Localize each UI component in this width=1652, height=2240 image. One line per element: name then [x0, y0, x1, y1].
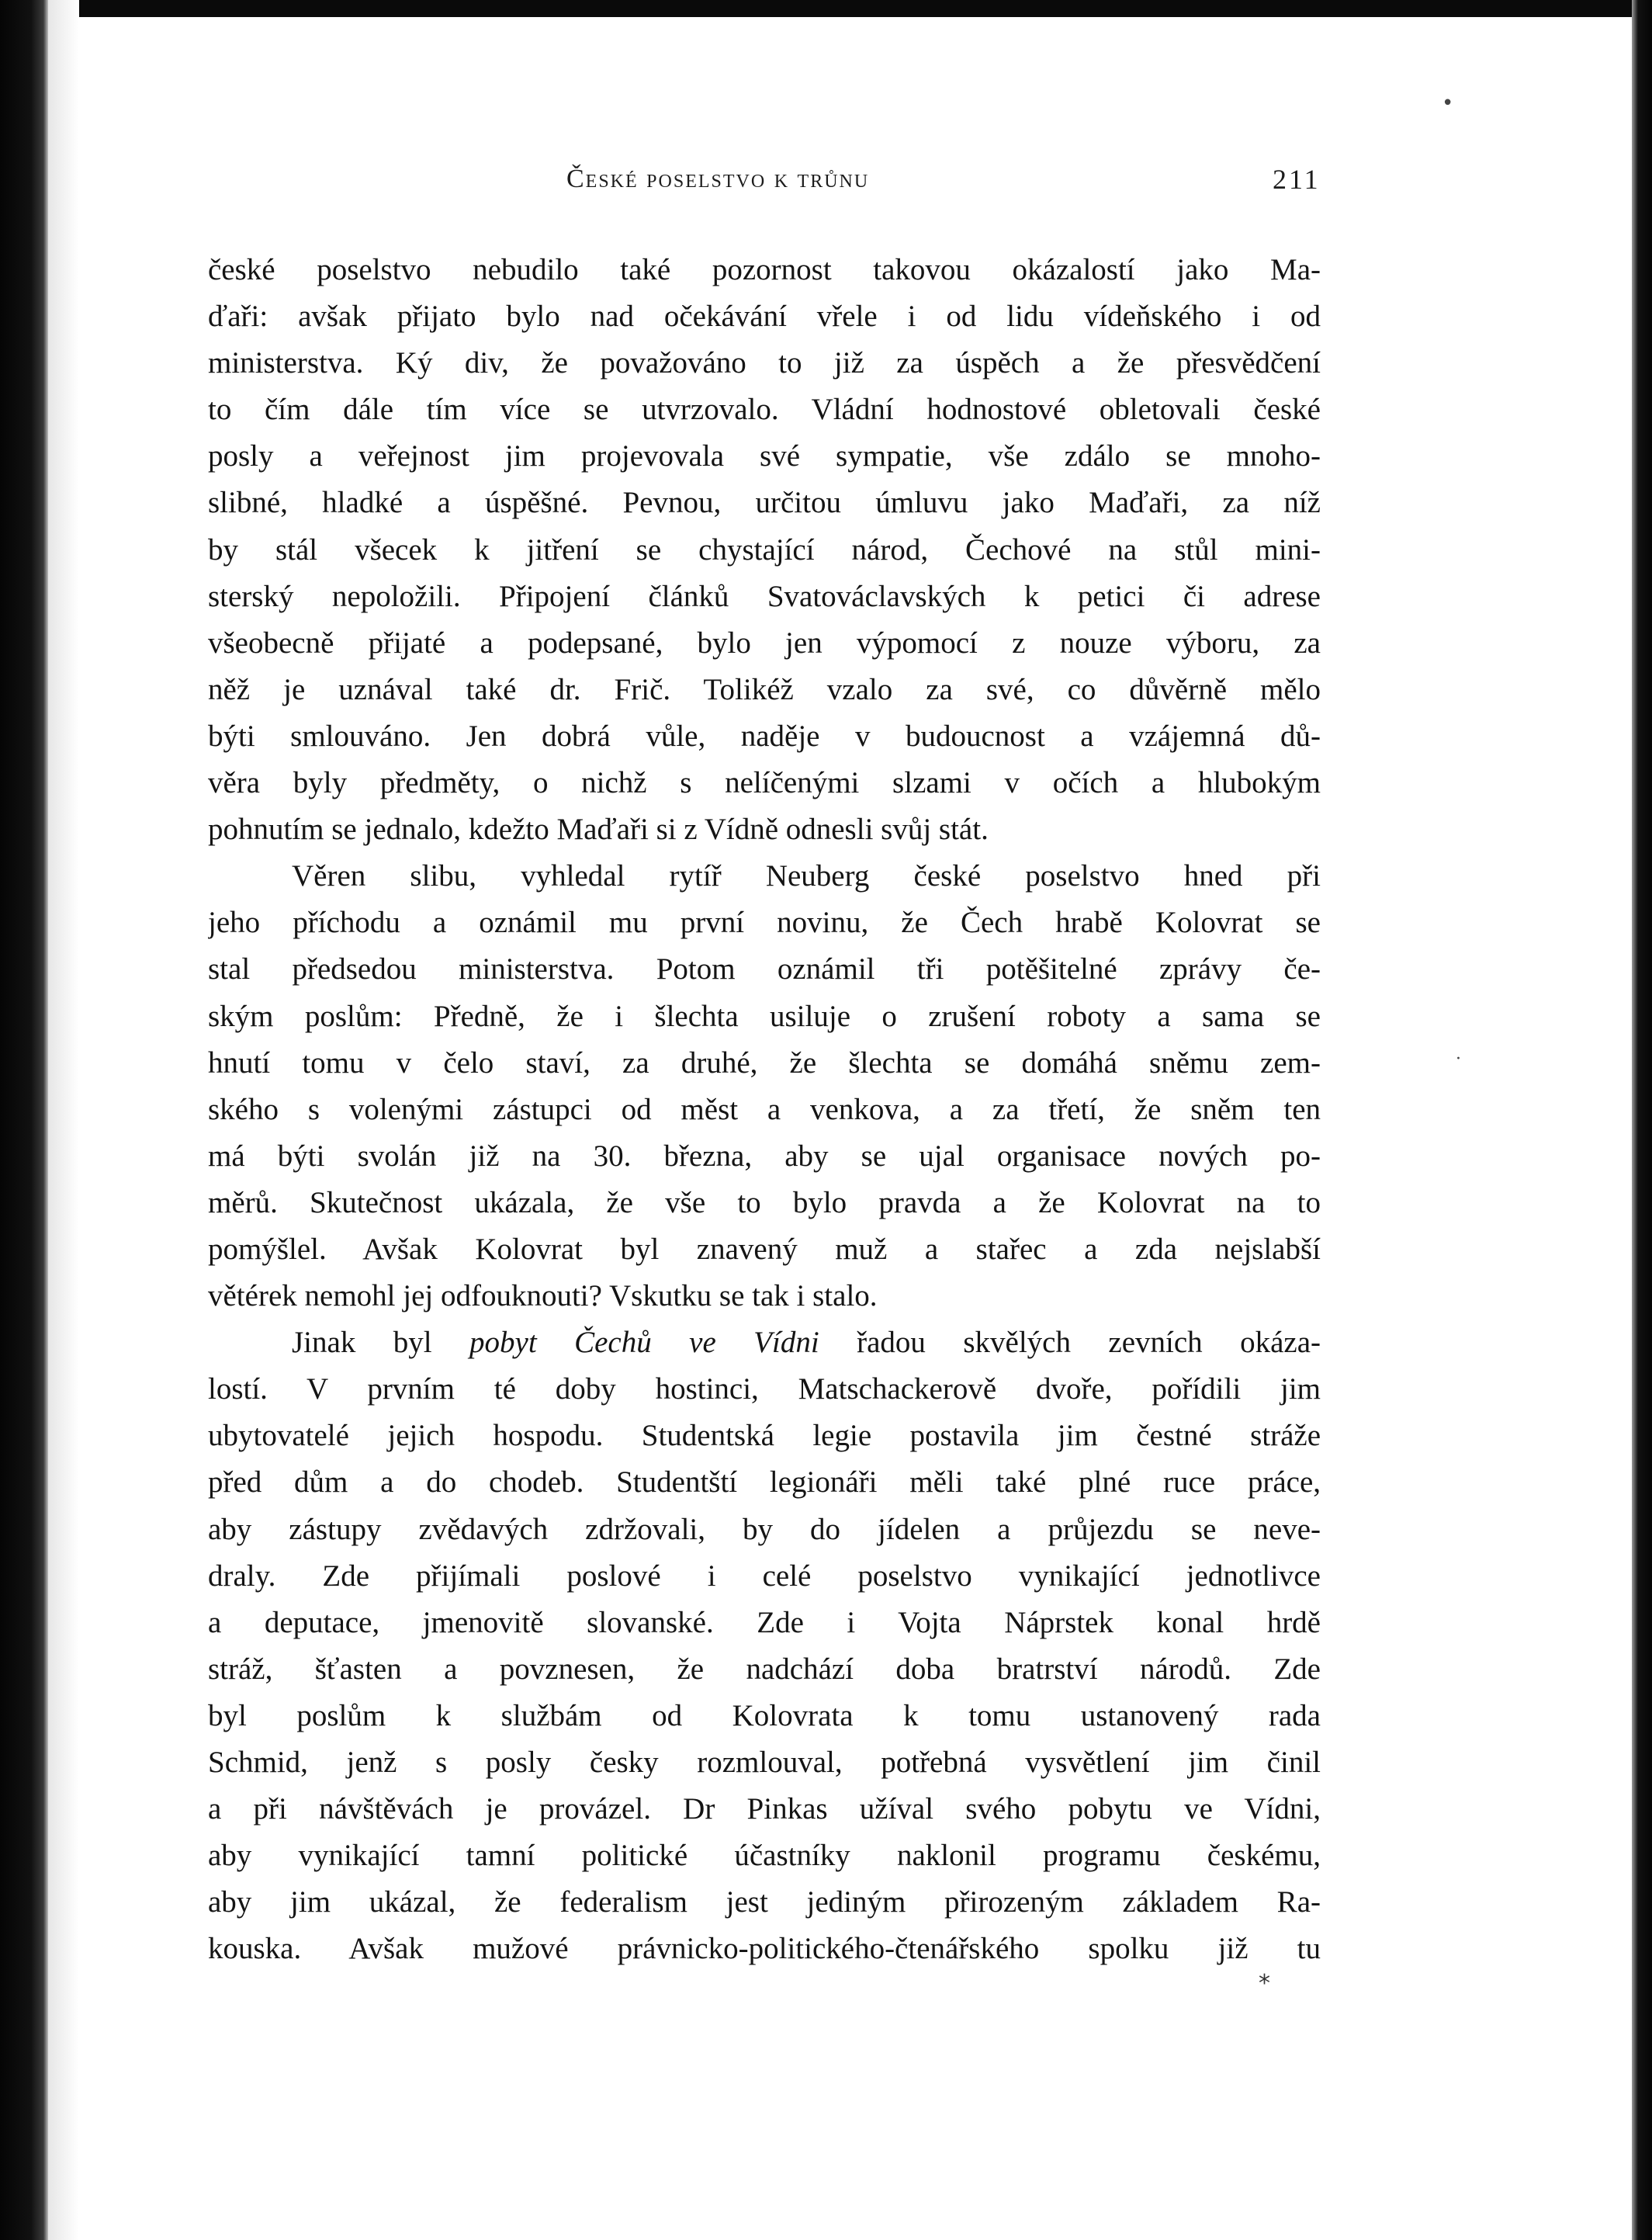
text-line: věra byly předměty, o nichž s nelíčenými slzami v očích a hlubokým — [208, 766, 1321, 800]
text-line — [208, 1319, 1321, 1366]
text-line: české poselstvo nebudilo také pozornost takovou okázalostí jako Ma- — [208, 253, 1321, 286]
text-line: býti smlouváno. Jen dobrá vůle, naděje v budoucnost a vzájemná dů- — [208, 719, 1321, 753]
text-line: to čím dále tím více se utvrzovalo. Vládní hodnostové obletovali české — [208, 393, 1321, 427]
running-head: České poselstvo k trůnu — [566, 165, 870, 193]
text-line: ubytovatelé jejich hospodu. Studentská legie postavila jim čestné stráže — [208, 1419, 1321, 1453]
text-run: Jinak byl — [292, 1326, 470, 1360]
text-line: Věren slibu, vyhledal rytíř Neuberg české poselstvo hned při — [292, 859, 1321, 893]
body-text — [208, 247, 1321, 1972]
italic-text-run: pobyt Čechů ve Vídni — [469, 1326, 819, 1360]
text-line: něž je uznával také dr. Frič. Tolikéž vzalo za své, co důvěrně mělo — [208, 672, 1321, 706]
text-line: sterský nepoložili. Připojení článků Svatováclavských k petici či adrese — [208, 579, 1321, 613]
text-line: pohnutím se jednalo, kdežto Maďaři si z Vídně odnesli svůj stát. — [208, 813, 989, 847]
text-line: aby zástupy zvědavých zdržovali, by do jídelen a průjezdu se neve- — [208, 1512, 1321, 1546]
text-line: stal předsedou ministerstva. Potom oznámil tři potěšitelné zprávy če- — [208, 952, 1321, 987]
text-line: ďaři: avšak přijato bylo nad očekávání vřele i od lidu vídeňského i od — [208, 300, 1321, 334]
text-line: slibné, hladké a úspěšné. Pevnou, určitou úmluvu jako Maďaři, za níž — [208, 486, 1321, 520]
scan-speck: · — [1456, 1049, 1461, 1069]
text-line: všeobecně přijaté a podepsané, bylo jen výpomocí z nouze výboru, za — [208, 626, 1321, 660]
text-line: jeho příchodu a oznámil mu první novinu, že Čech hrabě Kolovrat se — [208, 906, 1321, 940]
scan-speck: • — [1442, 92, 1454, 115]
text-line: pomýšlel. Avšak Kolovrat byl znavený muž a stařec a zda nejslabší — [208, 1232, 1321, 1266]
text-line: Schmid, jenž s posly česky rozmlouval, potřebná vysvětlení jim činil — [208, 1746, 1321, 1779]
text-line: draly. Zde přijímali poslové i celé poselstvo vynikající jednotlivce — [208, 1559, 1321, 1593]
scanner-edge-right — [1632, 0, 1652, 2240]
text-line: má býti svolán již na 30. března, aby se ujal organisace nových po- — [208, 1139, 1321, 1173]
text-line: větérek nemohl jej odfouknouti? Vskutku se tak i stalo. — [208, 1279, 878, 1313]
text-line: by stál všecek k jitření se chystající národ, Čechové na stůl mini- — [208, 532, 1321, 567]
text-line: aby vynikající tamní politické účastníky naklonil programu českému, — [208, 1839, 1321, 1873]
text-line: byl poslům k službám od Kolovrata k tomu ustanovený rada — [208, 1698, 1321, 1732]
signature-mark: * — [1259, 1970, 1270, 1997]
text-line: stráž, šťasten a povznesen, že nadchází doba bratrství národů. Zde — [208, 1652, 1321, 1686]
text-line: před dům a do chodeb. Studentští legionáři měli také plné ruce práce, — [208, 1465, 1321, 1500]
page-gutter-shadow — [48, 0, 79, 2240]
text-line: kouska. Avšak mužové právnicko-politického-čtenářského spolku již tu — [208, 1932, 1321, 1966]
text-line: posly a veřejnost jim projevovala své sympatie, vše zdálo se mnoho- — [208, 439, 1321, 473]
text-run: řadou skvělých zevních okáza- — [819, 1326, 1321, 1360]
text-line: a při návštěvách je provázel. Dr Pinkas užíval svého pobytu ve Vídni, — [208, 1792, 1321, 1826]
text-line: měrů. Skutečnost ukázala, že vše to bylo pravda a že Kolovrat na to — [208, 1185, 1321, 1219]
text-line: hnutí tomu v čelo staví, za druhé, že šlechta se domáhá sněmu zem- — [208, 1045, 1321, 1080]
text-line: aby jim ukázal, že federalism jest jediným přirozeným základem Ra- — [208, 1885, 1321, 1919]
text-line: a deputace, jmenovitě slovanské. Zde i Vojta Náprstek konal hrdě — [208, 1605, 1321, 1639]
page-number: 211 — [1273, 164, 1321, 195]
scanner-edge-top — [0, 0, 1652, 17]
text-line: lostí. V prvním té doby hostinci, Matschackerově dvoře, pořídili jim — [208, 1372, 1321, 1406]
text-line: ského s volenými zástupci od měst a venkova, a za třetí, že sněm ten — [208, 1092, 1321, 1126]
text-line: ským poslům: Předně, že i šlechta usiluje o zrušení roboty a sama se — [208, 999, 1321, 1033]
text-line: ministerstva. Ký div, že považováno to již za úspěch a že přesvědčení — [208, 346, 1321, 380]
scanner-edge-left — [0, 0, 48, 2240]
